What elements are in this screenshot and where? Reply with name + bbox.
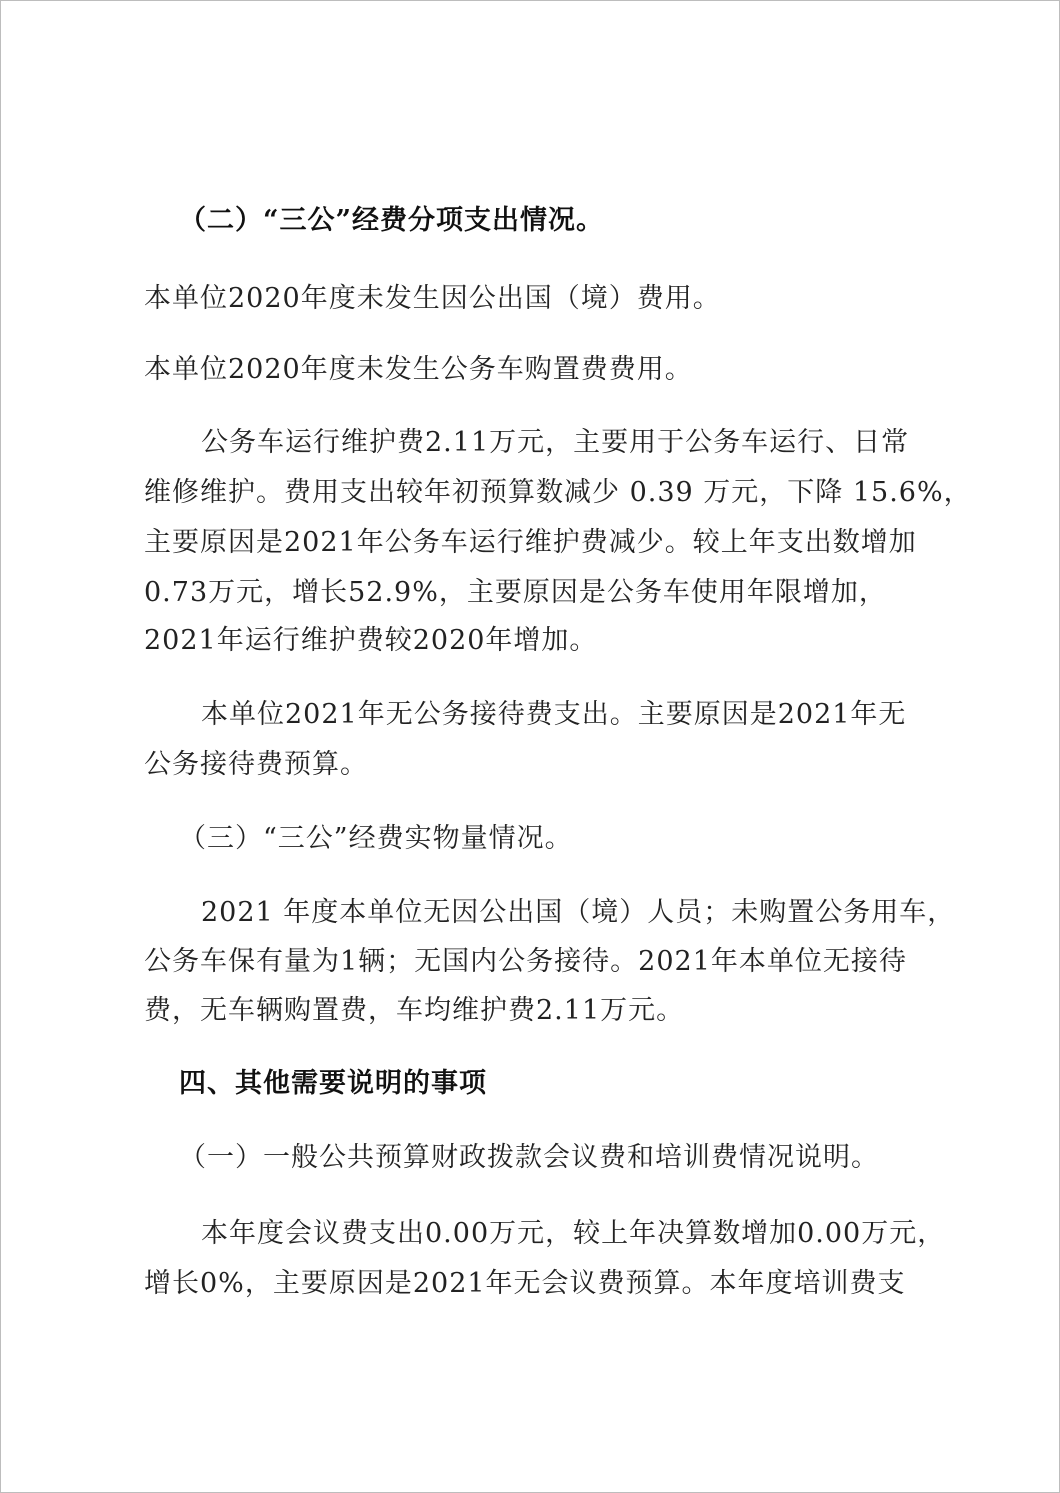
paragraph-maintenance-line: 公务车运行维护费2.11万元，主要用于公务车运行、日常 <box>201 427 910 458</box>
subsection-heading-meeting-training: （一）一般公共预算财政拨款会议费和培训费情况说明。 <box>179 1142 879 1173</box>
paragraph-physical-line: 2021 年度本单位无因公出国（境）人员；未购置公务用车， <box>201 897 956 928</box>
paragraph-meeting-line: 本年度会议费支出0.00万元，较上年决算数增加0.00万元， <box>201 1218 946 1249</box>
section-heading-other-matters: 四、其他需要说明的事项 <box>179 1068 487 1099</box>
paragraph-meeting-line: 增长0%，主要原因是2021年无会议费预算。本年度培训费支 <box>144 1268 906 1299</box>
paragraph-reception-line: 本单位2021年无公务接待费支出。主要原因是2021年无 <box>201 699 907 730</box>
paragraph-maintenance-line: 2021年运行维护费较2020年增加。 <box>144 625 598 656</box>
paragraph-physical-line: 公务车保有量为1辆；无国内公务接待。2021年本单位无接待 <box>144 946 907 977</box>
paragraph-physical-line: 费，无车辆购置费，车均维护费2.11万元。 <box>144 995 685 1026</box>
section-heading-three-public-items: （二）“三公”经费分项支出情况。 <box>179 205 605 236</box>
section-heading-physical-quantity: （三）“三公”经费实物量情况。 <box>179 823 573 854</box>
paragraph-vehicle-purchase: 本单位2020年度未发生公务车购置费费用。 <box>144 354 693 385</box>
paragraph-maintenance-line: 主要原因是2021年公务车运行维护费减少。较上年支出数增加 <box>144 527 917 558</box>
paragraph-reception-line: 公务接待费预算。 <box>144 749 368 780</box>
paragraph-maintenance-line: 0.73万元，增长52.9%，主要原因是公务车使用年限增加， <box>144 577 887 608</box>
paragraph-maintenance-line: 维修维护。费用支出较年初预算数减少 0.39 万元，下降 15.6%， <box>144 477 972 508</box>
paragraph-abroad-expense: 本单位2020年度未发生因公出国（境）费用。 <box>144 283 721 314</box>
